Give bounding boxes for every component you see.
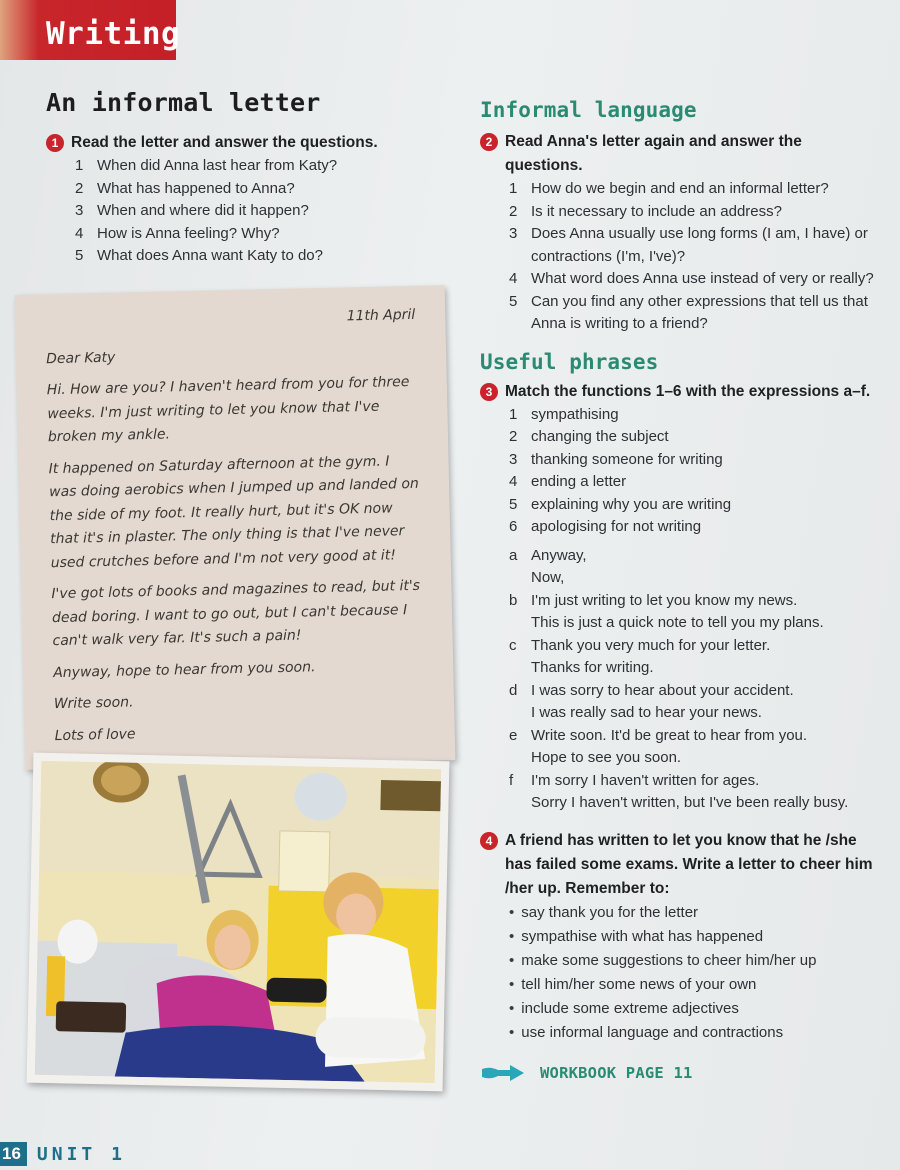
list-item: 1 sympathising xyxy=(509,405,619,423)
task-1-instruction: Read the letter and answer the questions. xyxy=(71,134,378,151)
list-item: 4 What word does Anna use instead of very or really? xyxy=(509,270,874,287)
hospital-photo xyxy=(27,753,450,1092)
heading-informal-letter: An informal letter xyxy=(46,88,321,117)
task-3 xyxy=(480,380,880,404)
list-item: b I'm just writing to let you know my news. This is just a quick note to tell you my plans. xyxy=(509,591,824,631)
right-column xyxy=(480,98,880,1083)
task-1 xyxy=(46,131,426,155)
section-title: Writing xyxy=(46,16,181,52)
list-item: 4 How is Anna feeling? Why? xyxy=(75,224,280,242)
list-item: • include some extreme adjectives xyxy=(509,997,880,1021)
list-item: • make some suggestions to cheer him/her up xyxy=(509,949,880,973)
task-4 xyxy=(480,829,880,901)
letter-paragraph: Write soon. xyxy=(53,694,134,713)
task-2 xyxy=(480,130,880,178)
task-2-questions xyxy=(509,178,880,336)
workbook-page-label: WORKBOOK PAGE 11 xyxy=(540,1063,693,1082)
list-item: • say thank you for the letter xyxy=(509,901,880,925)
page-number: 16 xyxy=(0,1142,27,1166)
list-item: 1 How do we begin and end an informal letter? xyxy=(509,180,829,197)
task-1-questions xyxy=(75,155,426,268)
list-item: 5 Can you find any other expressions that tell us that Anna is writing to a friend? xyxy=(509,292,868,332)
letter-paragraph: Lots of love xyxy=(54,725,136,744)
list-item: 3 Does Anna usually use long forms (I am, I have) or contractions (I'm, I've)? xyxy=(509,225,868,265)
unit-label: UNIT 1 xyxy=(36,1143,126,1165)
list-item: • sympathise with what has happened xyxy=(509,925,880,949)
list-item: • use informal language and contractions xyxy=(509,1021,880,1045)
section-tab xyxy=(0,0,181,60)
letter-date: 11th April xyxy=(346,306,416,325)
list-item: a Anyway, Now, xyxy=(509,546,587,586)
task-3-functions xyxy=(509,404,880,539)
task-3-instruction: Match the functions 1–6 with the expressions a–f. xyxy=(505,382,871,400)
list-item: 2 What has happened to Anna? xyxy=(75,179,295,197)
photo-illustration xyxy=(35,761,441,1083)
letter-paragraph: Anyway, hope to hear from you soon. xyxy=(53,658,316,681)
list-item: • tell him/her some news of your own xyxy=(509,973,880,997)
letter-greeting: Dear Katy xyxy=(45,349,116,367)
list-item: f I'm sorry I haven't written for ages. Sorry I haven't written, but I've been really busy. xyxy=(509,771,849,811)
heading-informal-language: Informal language xyxy=(480,98,697,122)
task-number-badge: 1 xyxy=(46,134,64,152)
left-column xyxy=(46,88,426,268)
heading-useful-phrases: Useful phrases xyxy=(480,349,659,374)
list-item: c Thank you very much for your letter. Thanks for writing. xyxy=(509,636,771,676)
task-4-instruction: A friend has written to let you know that he /she has failed some exams. Write a letter to cheer him /her up. Remember to: xyxy=(505,831,873,897)
list-item: 5 explaining why you are writing xyxy=(509,495,732,513)
list-item: e Write soon. It'd be great to hear from you. Hope to see you soon. xyxy=(509,726,808,766)
letter-paragraph: Hi. How are you? I haven't heard from you for three weeks. I'm just writing to let you know that I've broken my ankle. xyxy=(46,374,410,446)
letter-paragraph: It happened on Saturday afternoon at the gym. I was doing aerobics when I jumped up and landed on the side of my foot. It really hurt, but it's OK now that it's in plaster. The only thing is that I've never used crutches before and I'm not very good at it! xyxy=(48,452,419,571)
letter-note xyxy=(15,285,456,770)
task-number-badge: 4 xyxy=(480,832,498,850)
list-item: 5 What does Anna want Katy to do? xyxy=(75,247,323,264)
task-number-badge: 3 xyxy=(480,383,498,401)
list-item: 3 thanking someone for writing xyxy=(509,450,723,468)
task-number-badge: 2 xyxy=(480,133,498,151)
list-item: d I was sorry to hear about your accident. I was really sad to hear your news. xyxy=(509,681,794,721)
list-item: 3 When and where did it happen? xyxy=(75,202,309,219)
list-item: 1 When did Anna last hear from Katy? xyxy=(75,157,338,174)
arrow-right-icon xyxy=(480,1063,526,1083)
list-item: 2 changing the subject xyxy=(509,428,669,445)
task-4-bullets xyxy=(509,901,880,1045)
letter-content xyxy=(45,304,426,788)
letter-paragraph: I've got lots of books and magazines to read, but it's dead boring. I want to go out, but I can't because I can't walk very far. It's such a pain! xyxy=(51,577,421,650)
workbook-reference xyxy=(480,1063,880,1083)
list-item: 4 ending a letter xyxy=(509,473,627,490)
task-2-instruction: Read Anna's letter again and answer the questions. xyxy=(505,133,802,174)
list-item: 6 apologising for not writing xyxy=(509,518,702,535)
list-item: 2 Is it necessary to include an address? xyxy=(509,202,782,220)
task-3-expressions xyxy=(509,545,880,815)
page-footer xyxy=(0,1142,126,1166)
